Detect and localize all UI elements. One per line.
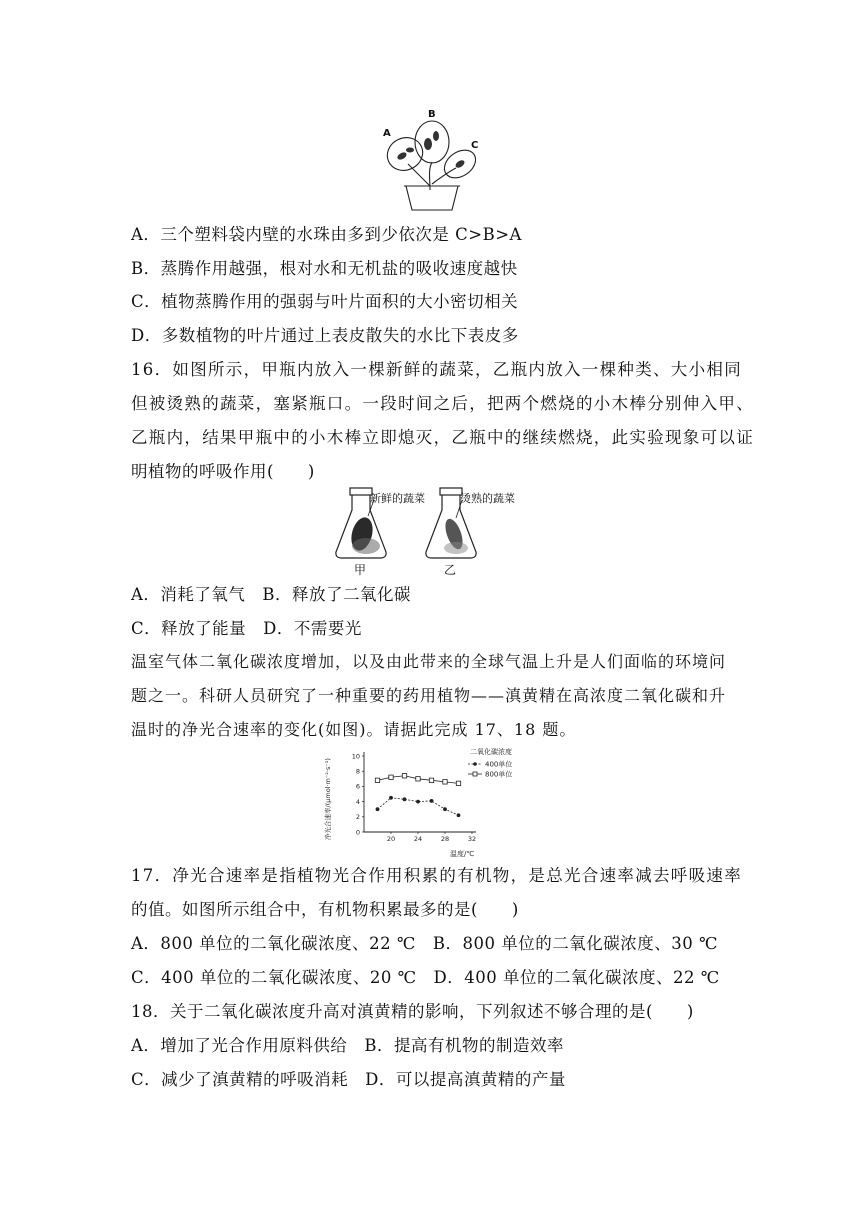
chart-y-tick-label: 2 [355, 813, 360, 822]
intro-line: 温室气体二氧化碳浓度增加，以及由此带来的全球气温上升是人们面临的环境问 [131, 652, 727, 671]
chart-x-tick-label: 28 [440, 835, 450, 843]
chart-y-tick-label: 0 [355, 828, 360, 837]
chart-x-tick-label: 24 [413, 835, 423, 843]
q16-stem-line: 乙瓶内，结果甲瓶中的小木棒立即熄灭，乙瓶中的继续燃烧，此实验现象可以证 [131, 428, 754, 447]
chart-legend-label-400: 400单位 [485, 760, 513, 769]
q15-option-c: C．植物蒸腾作用的强弱与叶片面积的大小密切相关 [131, 292, 519, 311]
figure-label-b: B [428, 109, 436, 120]
chart-point [416, 800, 420, 804]
flask-figure [332, 486, 522, 576]
flask-left-label: 新鲜的蔬菜 [370, 492, 425, 505]
net-photosynthesis-chart [322, 744, 542, 858]
plant-bags-figure [378, 106, 482, 212]
q15-option-b: B．蒸腾作用越强，根对水和无机盐的吸收速度越快 [131, 259, 518, 278]
chart-legend-item [468, 760, 512, 769]
figure-label-a: A [383, 128, 391, 139]
flask-right-label: 烫熟的蔬菜 [460, 492, 515, 505]
q15-option-d: D．多数植物的叶片通过上表皮散失的水比下表皮多 [131, 326, 519, 345]
intro-line: 题之一。科研人员研究了一种重要的药用植物——滇黄精在高浓度二氧化碳和升 [131, 686, 727, 705]
q18-options-row: A．增加了光合作用原料供给 B．提高有机物的制造效率 [131, 1036, 565, 1055]
chart-x-tick-label: 32 [467, 835, 477, 843]
chart-point [403, 797, 407, 801]
chart-point [456, 781, 460, 785]
q16-stem-line: 16．如图所示，甲瓶内放入一棵新鲜的蔬菜，乙瓶内放入一棵种类、大小相同 [131, 360, 742, 379]
chart-y-tick-label: 8 [355, 767, 360, 776]
chart-x-label: 温度/℃ [450, 850, 475, 858]
q17-options-row: A．800 单位的二氧化碳浓度、22 ℃ B．800 单位的二氧化碳浓度、30 ℃ [131, 934, 718, 953]
flask-right-caption: 乙 [444, 563, 457, 576]
chart-legend-title: 二氧化碳浓度 [470, 748, 512, 756]
chart-point [376, 807, 380, 811]
chart-y-tick-label: 6 [355, 782, 360, 791]
chart-legend-label-800: 800单位 [485, 770, 513, 779]
chart-legend-item [468, 770, 512, 779]
flask-left-caption: 甲 [354, 563, 367, 576]
q16-options-row: A．消耗了氧气 B．释放了二氧化碳 [131, 585, 412, 604]
chart-point [443, 780, 447, 784]
chart-point [402, 774, 406, 778]
chart-point [443, 807, 447, 811]
chart-point [430, 799, 434, 803]
chart-point [389, 775, 393, 779]
q16-options-row: C．释放了能量 D．不需要光 [131, 619, 362, 638]
chart-point [416, 777, 420, 781]
q18-stem-line: 18．关于二氧化碳浓度升高对滇黄精的影响，下列叙述不够合理的是( ) [131, 1002, 694, 1021]
q17-stem-line: 17．净光合速率是指植物光合作用积累的有机物，是总光合速率减去呼吸速率 [131, 866, 742, 885]
intro-line: 温时的净光合速率的变化(如图)。请据此完成 17、18 题。 [131, 720, 577, 739]
q18-options-row: C．减少了滇黄精的呼吸消耗 D．可以提高滇黄精的产量 [131, 1070, 566, 1089]
figure-label-c: C [471, 140, 479, 151]
chart-y-tick-label: 4 [355, 797, 360, 806]
chart-point [389, 796, 393, 800]
q16-stem-line: 明植物的呼吸作用( ) [131, 462, 315, 481]
q17-options-row: C．400 单位的二氧化碳浓度、20 ℃ D．400 单位的二氧化碳浓度、22 ℃ [131, 968, 720, 987]
chart-y-label: 净光合速率/(μmol·m⁻²·s⁻¹) [324, 758, 332, 840]
q15-option-a: A．三个塑料袋内壁的水珠由多到少依次是 C>B>A [131, 225, 522, 244]
chart-point [457, 813, 461, 817]
chart-point [429, 778, 433, 782]
chart-x-tick-label: 20 [386, 835, 396, 843]
q16-stem-line: 但被烫熟的蔬菜，塞紧瓶口。一段时间之后，把两个燃烧的小木棒分别伸入甲、 [131, 394, 754, 413]
chart-y-tick-label: 10 [351, 752, 360, 761]
q17-stem-line: 的值。如图所示组合中，有机物积累最多的是( ) [131, 900, 519, 919]
chart-point [375, 778, 379, 782]
